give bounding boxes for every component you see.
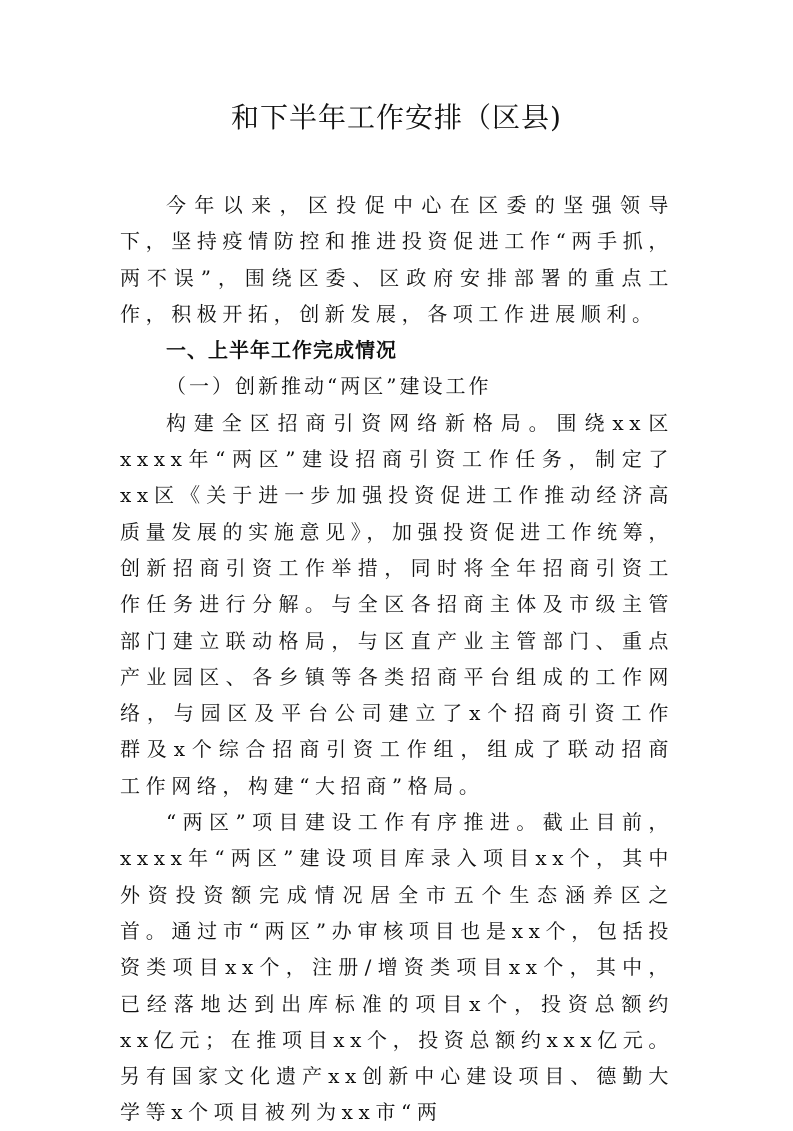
body-paragraph: 构建全区招商引资网络新格局。围绕xx区xxxx年“两区”建设招商引资工作任务，制定了xx区《关于进一步加强投资促进工作推动经济高质量发展的实施意见》，加强投资促进工作统筹，创新招商引资工作举措，同时将全年招商引资工作任务进行分解。与全区各招商主体及市级主管部门建立联动格局，与区直产业主管部门、重点产业园区、各乡镇等各类招商平台组成的工作网络，与园区及平台公司建立了x个招商引资工作群及x个综合招商引资工作组，组成了联动招商工作网络，构建“大招商”格局。 <box>120 410 674 798</box>
body-paragraph: “两区”项目建设工作有序推进。截止目前，xxxx年“两区”建设项目库录入项目xx个，其中外资投资额完成情况居全市五个生态涵养区之首。通过市“两区”办审核项目也是xx个，包括投资类项目xx个，注册/增资类项目xx个，其中，已经落地达到出库标准的项目x个，投资总额约xx亿元；在推项目xx个，投资总额约xxx亿元。另有国家文化遗产xx创新中心建设项目、德勤大学等x个项目被列为xx市“两 <box>120 810 674 1125</box>
section-heading: 一、上半年工作完成情况 <box>166 338 397 363</box>
document-title: 和下半年工作安排（区县) <box>231 101 562 134</box>
intro-paragraph: 今年以来，区投促中心在区委的坚强领导下，坚持疫情防控和推进投资促进工作“两手抓，两不误”，围绕区委、区政府安排部署的重点工作，积极开拓，创新发展，各项工作进展顺利。 <box>120 193 674 326</box>
subsection-heading: （一）创新推动“两区”建设工作 <box>166 374 492 399</box>
document-body <box>120 187 674 1131</box>
